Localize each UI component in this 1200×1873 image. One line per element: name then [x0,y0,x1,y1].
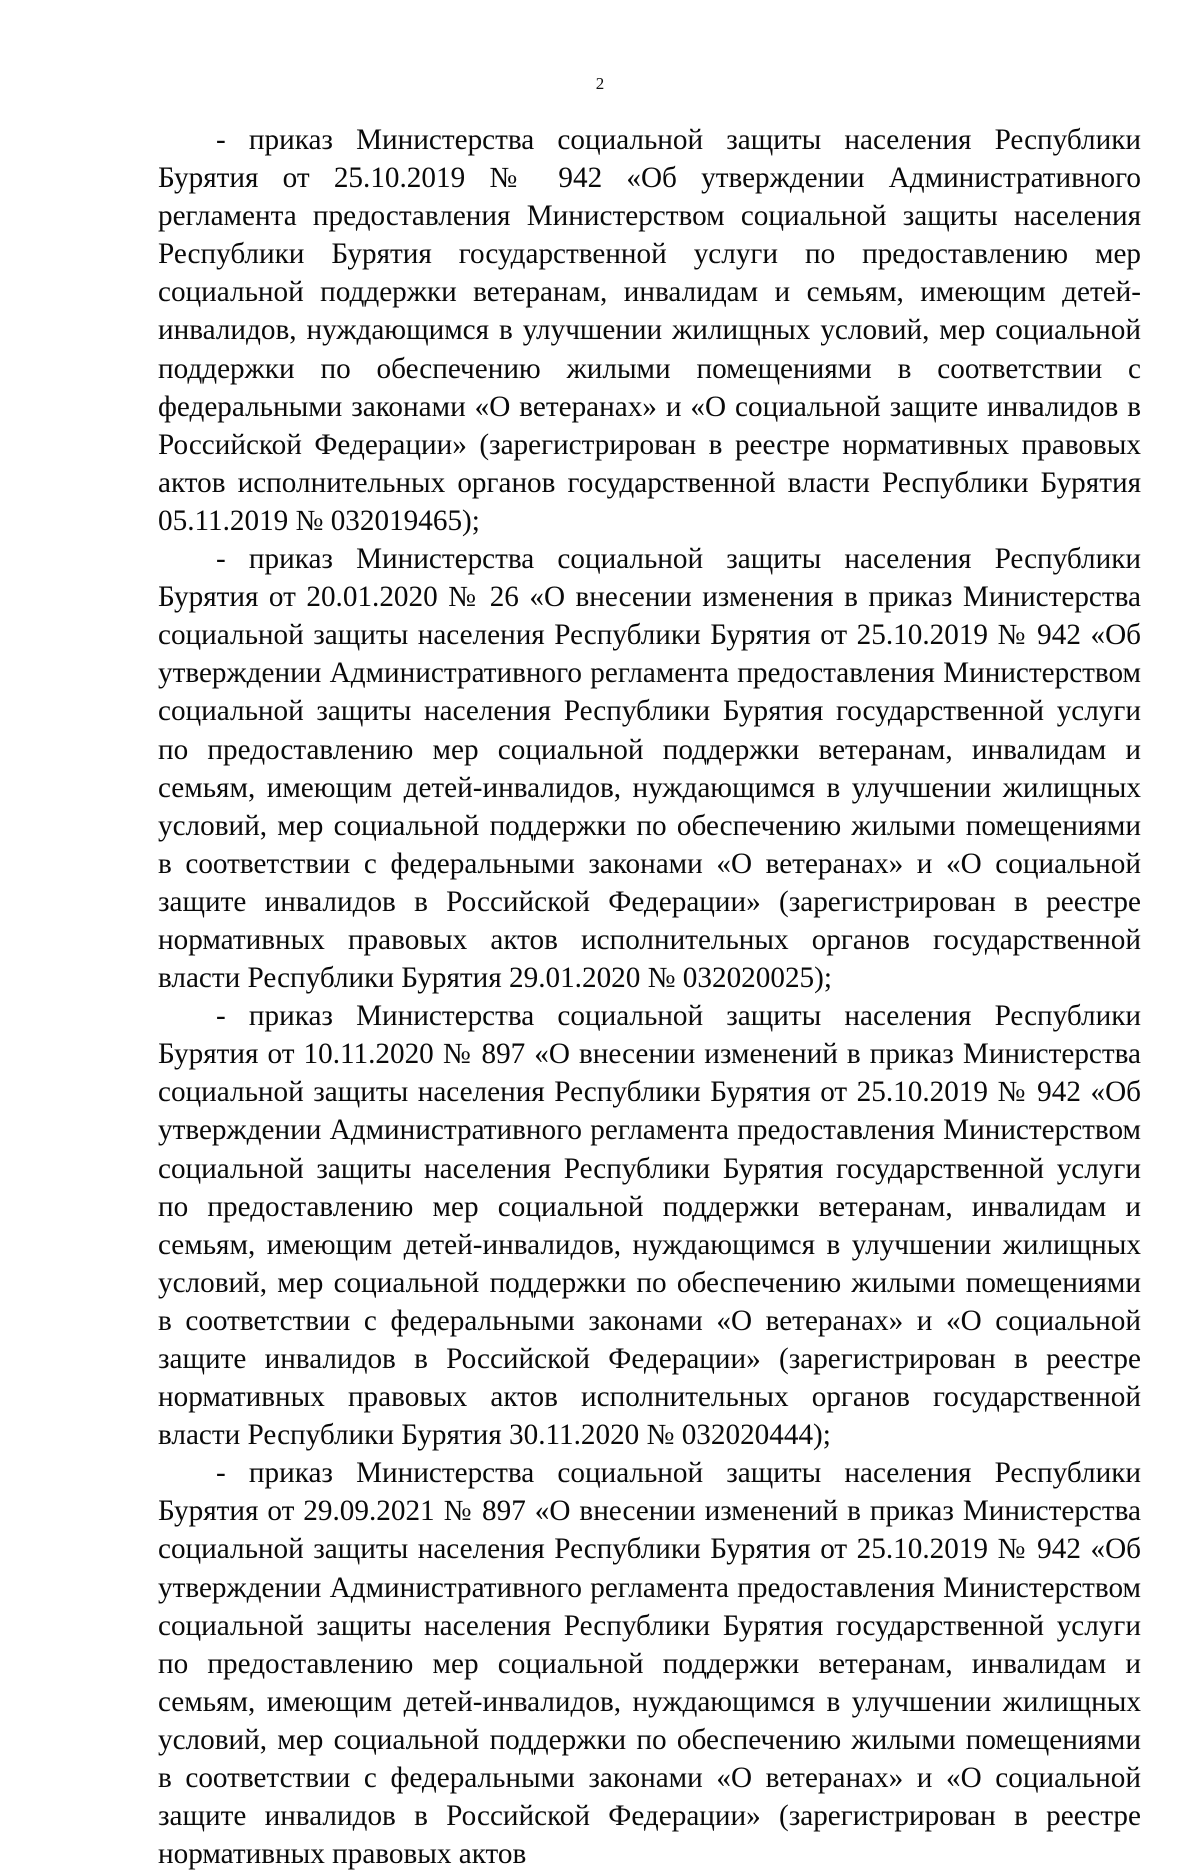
paragraph-order-897-2021: - приказ Министерства социальной защиты населения Республики Бурятия от 29.09.2021 № 897 «О внесении изменений в приказ Министерства социальной защиты населения Республики Бурятия от 25.10.2019 № 942 «Об утверждении Административного регламента предоставления Министерством социальной защиты населения Республики Бурятия государственной услуги по предоставлению мер социальной поддержки ветеранам, инвалидам и семьям, имеющим детей-инвалидов, нуждающимся в улучшении жилищных условий, мер социальной поддержки по обеспечению жилыми помещениями в соответствии с федеральными законами «О ветеранах» и «О социальной защите инвалидов в Российской Федерации» (зарегистрирован в реестре нормативных правовых актов [158,1457,1141,1871]
paragraph-order-942: - приказ Министерства социальной защиты населения Республики Бурятия от 25.10.2019 № 942 «Об утверждении Административного регламента предоставления Министерством социальной защиты населения Республики Бурятия государственной услуги по предоставлению мер социальной поддержки ветеранам, инвалидам и семьям, имеющим детей-инвалидов, нуждающимся в улучшении жилищных условий, мер социальной поддержки по обеспечению жилыми помещениями в соответствии с федеральными законами «О ветеранах» и «О социальной защите инвалидов в Российской Федерации» (зарегистрирован в реестре нормативных правовых актов исполнительных органов государственной власти Республики Бурятия 05.11.2019 № 032019465); [158,124,1141,537]
document-body [158,121,1141,1873]
page-number: 2 [595,74,605,93]
paragraph-order-26: - приказ Министерства социальной защиты населения Республики Бурятия от 20.01.2020 № 26 «О внесении изменения в приказ Министерства социальной защиты населения Республики Бурятия от 25.10.2019 № 942 «Об утверждении Административного регламента предоставления Министерством социальной защиты населения Республики Бурятия государственной услуги по предоставлению мер социальной поддержки ветеранам, инвалидам и семьям, имеющим детей-инвалидов, нуждающимся в улучшении жилищных условий, мер социальной поддержки по обеспечению жилыми помещениями в соответствии с федеральными законами «О ветеранах» и «О социальной защите инвалидов в Российской Федерации» (зарегистрирован в реестре нормативных правовых актов исполнительных органов государственной власти Республики Бурятия 29.01.2020 № 032020025); [158,543,1141,995]
paragraph-order-897-2020: - приказ Министерства социальной защиты населения Республики Бурятия от 10.11.2020 № 897 «О внесении изменений в приказ Министерства социальной защиты населения Республики Бурятия от 25.10.2019 № 942 «Об утверждении Административного регламента предоставления Министерством социальной защиты населения Республики Бурятия государственной услуги по предоставлению мер социальной поддержки ветеранам, инвалидам и семьям, имеющим детей-инвалидов, нуждающимся в улучшении жилищных условий, мер социальной поддержки по обеспечению жилыми помещениями в соответствии с федеральными законами «О ветеранах» и «О социальной защите инвалидов в Российской Федерации» (зарегистрирован в реестре нормативных правовых актов исполнительных органов государственной власти Республики Бурятия 30.11.2020 № 032020444); [158,1000,1141,1452]
